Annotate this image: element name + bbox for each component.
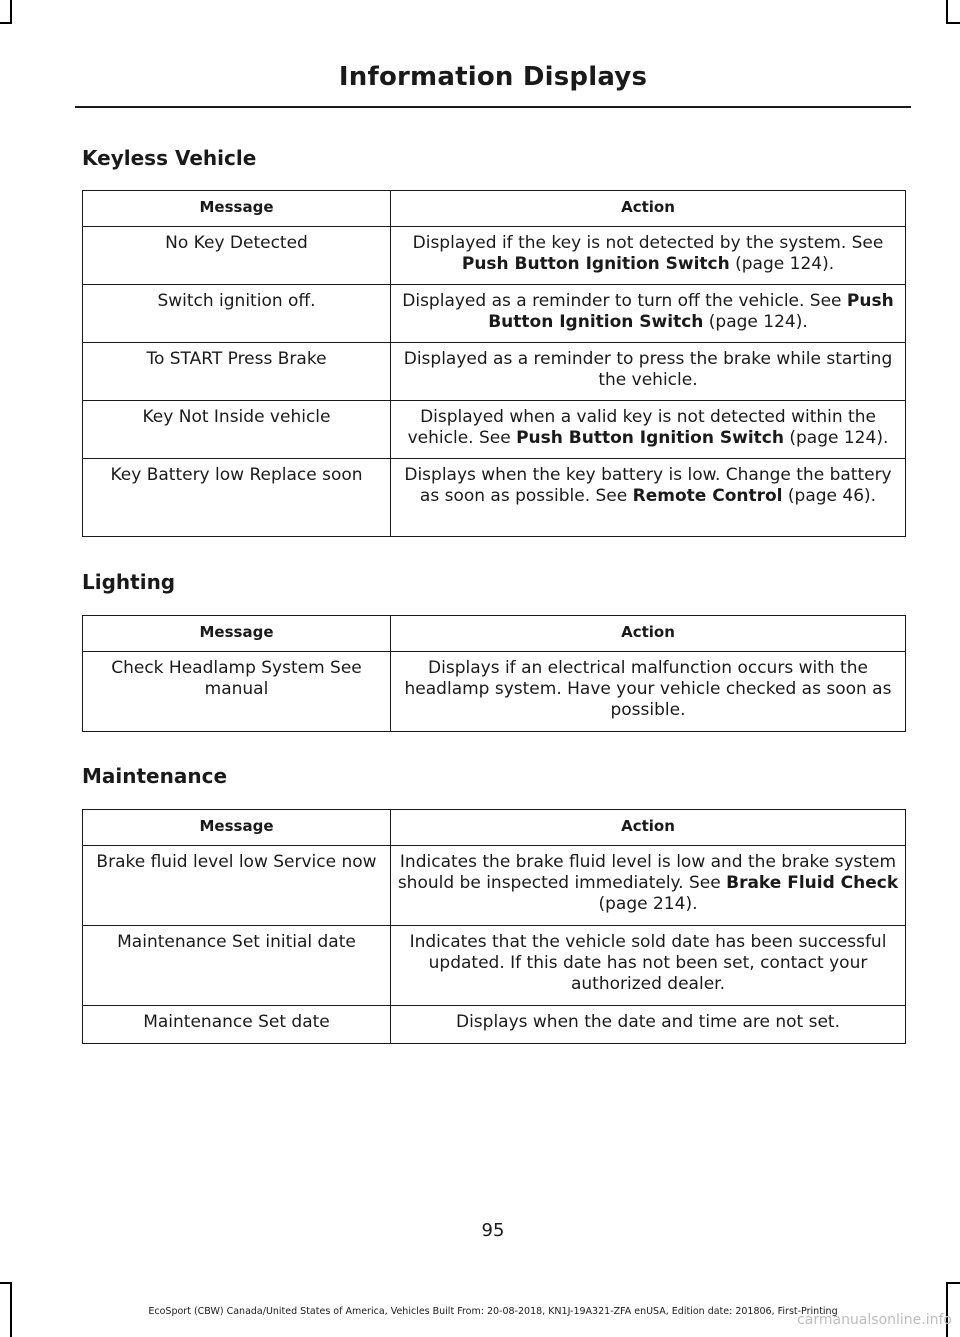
action-text: Indicates the brake fluid level is low and the brake system should be inspected immediately. See — [397, 852, 897, 893]
page-reference: (page 124). — [783, 428, 889, 448]
table-row — [83, 459, 906, 537]
message-cell: Maintenance Set date — [83, 1006, 391, 1044]
message-cell: Key Battery low Replace soon — [83, 459, 391, 537]
page-number: 95 — [481, 1220, 505, 1241]
keyless-table — [82, 190, 906, 537]
message-cell: Maintenance Set initial date — [83, 926, 391, 1006]
lighting-table — [82, 615, 906, 732]
message-cell: No Key Detected — [83, 227, 391, 285]
action-cell — [391, 652, 906, 732]
table-row — [83, 1006, 906, 1044]
crop-mark — [946, 0, 948, 24]
column-header-action: Action — [391, 191, 906, 227]
cross-reference-link[interactable]: Push Button Ignition Switch — [488, 291, 894, 332]
action-cell — [391, 926, 906, 1006]
action-text: Displays when the key battery is low. Change the battery as soon as possible. See — [404, 465, 892, 506]
crop-mark — [946, 22, 960, 24]
column-header-message: Message — [83, 616, 391, 652]
table-header-row — [83, 616, 906, 652]
table-header-row — [83, 191, 906, 227]
footer-text: EcoSport (CBW) Canada/United States of America, Vehicles Built From: 20-08-2018, KN1J-19A321-ZFA enUSA, Edition date: 201806, First-Printing — [148, 1306, 838, 1317]
action-cell — [391, 846, 906, 926]
column-header-message: Message — [83, 191, 391, 227]
table-header-row — [83, 810, 906, 846]
column-header-action: Action — [391, 810, 906, 846]
action-cell — [391, 227, 906, 285]
table-row — [83, 227, 906, 285]
cross-reference-link[interactable]: Push Button Ignition Switch — [516, 428, 784, 448]
action-text: Displays if an electrical malfunction occurs with the headlamp system. Have your vehicle checked as soon as possible. — [404, 658, 892, 720]
cross-reference-link[interactable]: Push Button Ignition Switch — [461, 254, 730, 274]
cross-reference-link[interactable]: Remote Control — [632, 486, 783, 506]
table-row — [83, 926, 906, 1006]
watermark: carmanualsonline.info — [797, 1312, 952, 1328]
page-reference: (page 214). — [598, 894, 698, 914]
table-row — [83, 652, 906, 732]
table-row — [83, 285, 906, 343]
maintenance-table — [82, 809, 906, 1044]
message-cell: Check Headlamp System See manual — [83, 652, 391, 732]
action-cell — [391, 459, 906, 537]
crop-mark — [10, 0, 12, 24]
page-title: Information Displays — [338, 62, 648, 92]
column-header-action: Action — [391, 616, 906, 652]
section-heading-maintenance: Maintenance — [82, 764, 228, 788]
message-cell: Key Not Inside vehicle — [83, 401, 391, 459]
action-cell — [391, 343, 906, 401]
crop-mark — [0, 1282, 12, 1284]
action-text: Indicates that the vehicle sold date has been successful updated. If this date has not been set, contact your authorized dealer. — [409, 932, 887, 994]
action-text: Displayed if the key is not detected by the system. See — [412, 233, 884, 253]
column-header-message: Message — [83, 810, 391, 846]
cross-reference-link[interactable]: Brake Fluid Check — [726, 873, 899, 893]
action-cell — [391, 285, 906, 343]
crop-mark — [946, 1282, 960, 1284]
action-text: Displayed as a reminder to turn off the vehicle. See — [402, 291, 847, 311]
message-cell: Brake fluid level low Service now — [83, 846, 391, 926]
page-reference: (page 46). — [782, 486, 877, 506]
action-cell — [391, 401, 906, 459]
table-row — [83, 846, 906, 926]
section-heading-lighting: Lighting — [82, 570, 176, 594]
action-text: Displayed when a valid key is not detected within the vehicle. See — [407, 407, 876, 448]
header-rule — [75, 106, 911, 108]
message-cell: Switch ignition off. — [83, 285, 391, 343]
table-row — [83, 401, 906, 459]
table-row — [83, 343, 906, 401]
page-reference: (page 124). — [729, 254, 835, 274]
message-cell: To START Press Brake — [83, 343, 391, 401]
crop-mark — [0, 22, 12, 24]
section-heading-keyless: Keyless Vehicle — [82, 146, 257, 170]
action-cell — [391, 1006, 906, 1044]
action-text: Displayed as a reminder to press the brake while starting the vehicle. — [403, 349, 893, 390]
page-reference: (page 124). — [703, 312, 808, 332]
action-text: Displays when the date and time are not set. — [455, 1012, 840, 1032]
